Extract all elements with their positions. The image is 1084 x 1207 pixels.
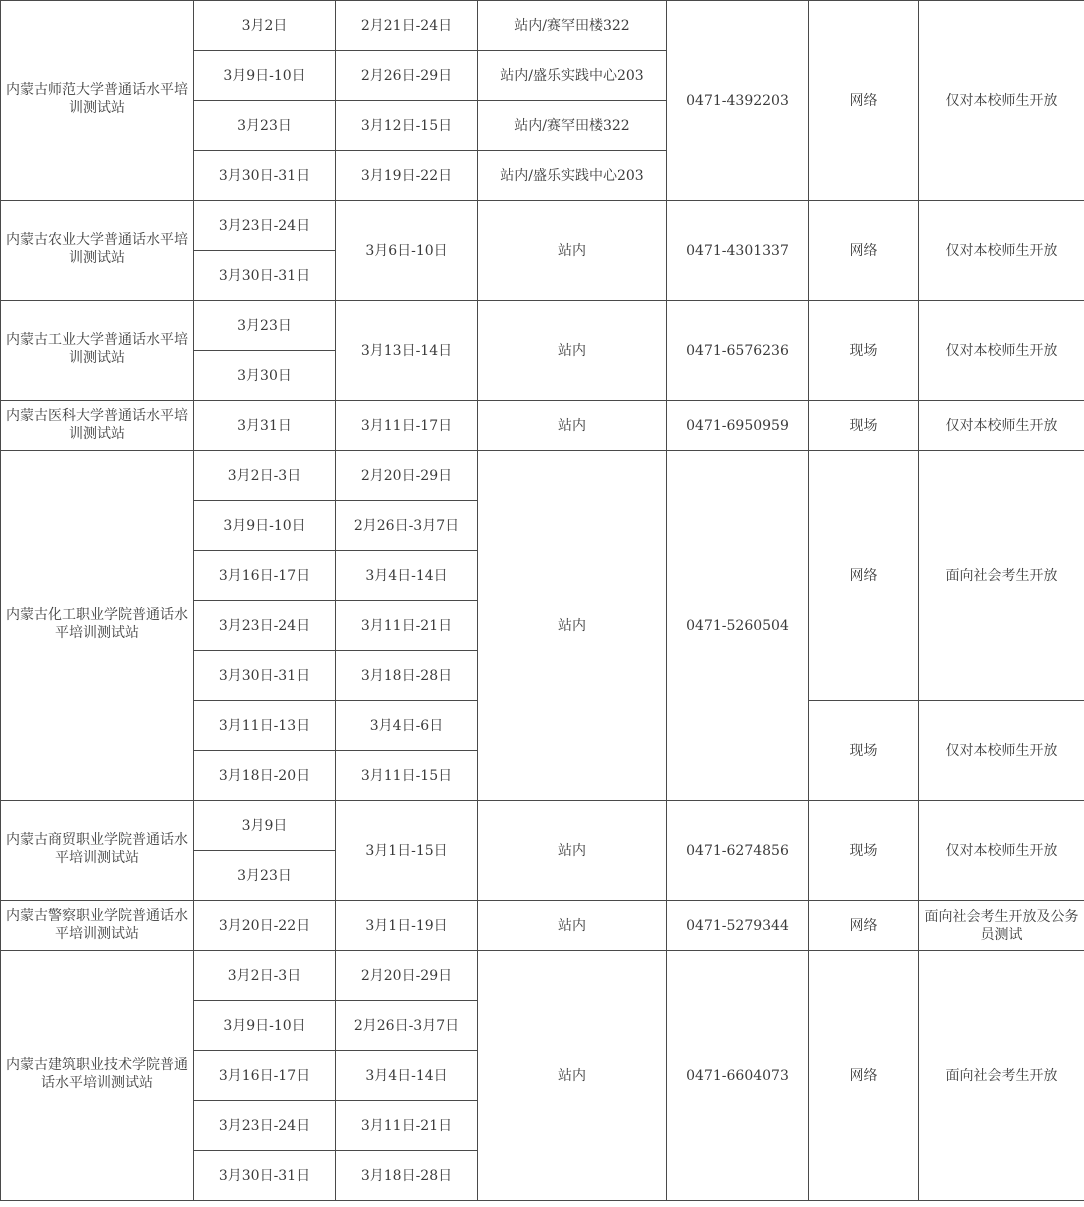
test-date-cell: 3月9日-10日	[194, 1001, 336, 1051]
test-date-cell: 3月30日-31日	[194, 151, 336, 201]
reg-date-cell: 2月26日-3月7日	[336, 1001, 478, 1051]
audience-cell: 仅对本校师生开放	[919, 801, 1084, 901]
test-date-cell: 3月23日	[194, 851, 336, 901]
table-row	[1, 451, 1084, 501]
test-date-cell: 3月31日	[194, 401, 336, 451]
location-cell: 站内	[478, 301, 667, 401]
location-cell: 站内/盛乐实践中心203	[478, 151, 667, 201]
test-date-cell: 3月23日	[194, 301, 336, 351]
method-cell: 网络	[809, 951, 919, 1201]
reg-date-cell: 3月18日-28日	[336, 1151, 478, 1201]
location-cell: 站内	[478, 201, 667, 301]
test-date-cell: 3月9日	[194, 801, 336, 851]
test-date-cell: 3月23日-24日	[194, 601, 336, 651]
reg-date-cell: 3月4日-14日	[336, 551, 478, 601]
station-name: 内蒙古师范大学普通话水平培训测试站	[1, 1, 194, 201]
location-cell: 站内	[478, 401, 667, 451]
location-cell: 站内	[478, 951, 667, 1201]
phone-cell: 0471-5279344	[667, 901, 809, 951]
audience-cell: 仅对本校师生开放	[919, 301, 1084, 401]
reg-date-cell: 3月18日-28日	[336, 651, 478, 701]
test-date-cell: 3月18日-20日	[194, 751, 336, 801]
reg-date-cell: 3月11日-21日	[336, 1101, 478, 1151]
phone-cell: 0471-5260504	[667, 451, 809, 801]
station-name: 内蒙古警察职业学院普通话水平培训测试站	[1, 901, 194, 951]
phone-cell: 0471-6604073	[667, 951, 809, 1201]
audience-cell: 仅对本校师生开放	[919, 201, 1084, 301]
reg-date-cell: 2月26日-29日	[336, 51, 478, 101]
method-cell: 现场	[809, 701, 919, 801]
test-date-cell: 3月11日-13日	[194, 701, 336, 751]
phone-cell: 0471-6576236	[667, 301, 809, 401]
station-name: 内蒙古农业大学普通话水平培训测试站	[1, 201, 194, 301]
phone-cell: 0471-4301337	[667, 201, 809, 301]
audience-cell: 仅对本校师生开放	[919, 1, 1084, 201]
audience-cell: 面向社会考生开放及公务员测试	[919, 901, 1084, 951]
method-cell: 网络	[809, 201, 919, 301]
station-name: 内蒙古商贸职业学院普通话水平培训测试站	[1, 801, 194, 901]
phone-cell: 0471-6950959	[667, 401, 809, 451]
table-row	[1, 1, 1084, 51]
reg-date-cell: 3月6日-10日	[336, 201, 478, 301]
table-row	[1, 201, 1084, 251]
test-date-cell: 3月30日-31日	[194, 1151, 336, 1201]
method-cell: 现场	[809, 801, 919, 901]
test-date-cell: 3月20日-22日	[194, 901, 336, 951]
method-cell: 现场	[809, 401, 919, 451]
test-date-cell: 3月16日-17日	[194, 551, 336, 601]
reg-date-cell: 2月20日-29日	[336, 451, 478, 501]
station-name: 内蒙古化工职业学院普通话水平培训测试站	[1, 451, 194, 801]
test-date-cell: 3月23日-24日	[194, 1101, 336, 1151]
method-cell: 网络	[809, 451, 919, 701]
reg-date-cell: 3月1日-15日	[336, 801, 478, 901]
table-row	[1, 951, 1084, 1001]
test-date-cell: 3月2日-3日	[194, 451, 336, 501]
test-date-cell: 3月23日	[194, 101, 336, 151]
location-cell: 站内/盛乐实践中心203	[478, 51, 667, 101]
test-date-cell: 3月23日-24日	[194, 201, 336, 251]
test-date-cell: 3月16日-17日	[194, 1051, 336, 1101]
method-cell: 现场	[809, 301, 919, 401]
phone-cell: 0471-4392203	[667, 1, 809, 201]
location-cell: 站内	[478, 801, 667, 901]
reg-date-cell: 3月11日-15日	[336, 751, 478, 801]
reg-date-cell: 3月4日-14日	[336, 1051, 478, 1101]
audience-cell: 面向社会考生开放	[919, 451, 1084, 701]
method-cell: 网络	[809, 1, 919, 201]
reg-date-cell: 2月20日-29日	[336, 951, 478, 1001]
test-date-cell: 3月30日	[194, 351, 336, 401]
reg-date-cell: 3月11日-17日	[336, 401, 478, 451]
audience-cell: 面向社会考生开放	[919, 951, 1084, 1201]
table-row	[1, 301, 1084, 351]
reg-date-cell: 2月21日-24日	[336, 1, 478, 51]
audience-cell: 仅对本校师生开放	[919, 401, 1084, 451]
reg-date-cell: 3月11日-21日	[336, 601, 478, 651]
table-row	[1, 801, 1084, 851]
phone-cell: 0471-6274856	[667, 801, 809, 901]
test-date-cell: 3月2日-3日	[194, 951, 336, 1001]
table-row	[1, 401, 1084, 451]
reg-date-cell: 2月26日-3月7日	[336, 501, 478, 551]
location-cell: 站内/赛罕田楼322	[478, 101, 667, 151]
test-date-cell: 3月30日-31日	[194, 251, 336, 301]
station-name: 内蒙古建筑职业技术学院普通话水平培训测试站	[1, 951, 194, 1201]
reg-date-cell: 3月13日-14日	[336, 301, 478, 401]
station-name: 内蒙古工业大学普通话水平培训测试站	[1, 301, 194, 401]
reg-date-cell: 3月1日-19日	[336, 901, 478, 951]
test-date-cell: 3月9日-10日	[194, 51, 336, 101]
location-cell: 站内	[478, 451, 667, 801]
test-date-cell: 3月30日-31日	[194, 651, 336, 701]
location-cell: 站内	[478, 901, 667, 951]
station-name: 内蒙古医科大学普通话水平培训测试站	[1, 401, 194, 451]
method-cell: 网络	[809, 901, 919, 951]
location-cell: 站内/赛罕田楼322	[478, 1, 667, 51]
audience-cell: 仅对本校师生开放	[919, 701, 1084, 801]
reg-date-cell: 3月4日-6日	[336, 701, 478, 751]
table-row	[1, 901, 1084, 951]
test-date-cell: 3月9日-10日	[194, 501, 336, 551]
reg-date-cell: 3月12日-15日	[336, 101, 478, 151]
test-date-cell: 3月2日	[194, 1, 336, 51]
reg-date-cell: 3月19日-22日	[336, 151, 478, 201]
